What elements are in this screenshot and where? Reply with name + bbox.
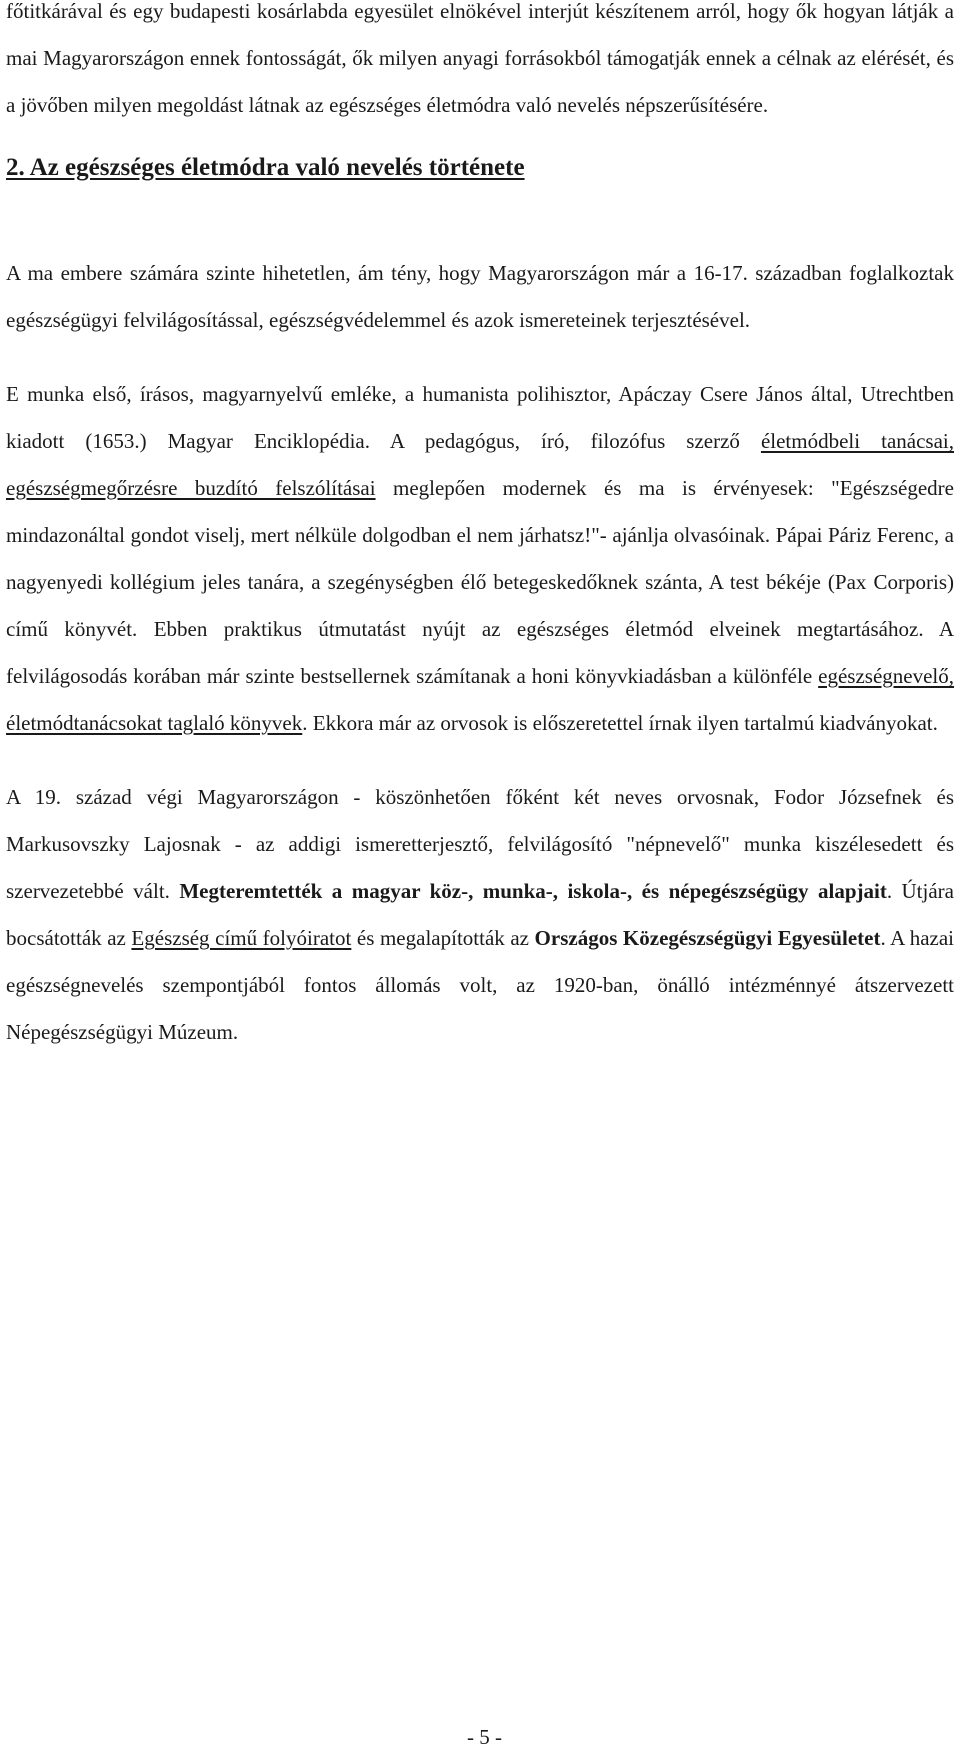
paragraph-apaczai-text-2: meglepően modernek és ma is érvényesek: "Egészségedre mindazonáltal gondot viselj, mert nélküle dolgodban el nem járhatsz!"- ajánlja olvasóinak. Pápai Páriz Ferenc, a nagyenyedi kollégium jeles tanára, a szegénységben élő betegeskedőknek szánta, A test békéje (Pax Corporis) című könyvét. Ebben praktikus útmutatást nyújt az egészséges életmód elveinek megtartásához. A felvilágosodás korában már szinte bestsellernek számítanak a honi könyvkiadásban a különféle xyxy=(6,476,954,688)
paragraph-apaczai-text-3: . Ekkora már az orvosok is előszeretettel írnak ilyen tartalmú kiadványokat. xyxy=(302,711,938,735)
paragraph-apaczai-underline-1: életmódbeli tanácsai, egészségmegőrzésre buzdító felszólításai xyxy=(6,429,954,500)
paragraph-19th-text-1: A 19. század végi Magyarországon - köszönhetően főként két neves orvosnak, Fodor Józsefnek és Markusovszky Lajosnak - az addigi ismeretterjesztő, felvilágosító "népnevelő" munka kiszélesedett és szervezetebbé vált. xyxy=(6,785,954,903)
paragraph-apaczai xyxy=(6,371,954,747)
paragraph-19th-text-2: . Útjára bocsátották az xyxy=(6,879,954,950)
paragraph-19th-bold-1: Megteremtették a magyar köz-, munka-, iskola-, és népegészségügy alapjait xyxy=(179,879,887,903)
intro-paragraph: főtitkárával és egy budapesti kosárlabda egyesület elnökével interjút készítenem arról, hogy ők hogyan látják a mai Magyarországon ennek fontosságát, ők milyen anyagi forrásokból támogatják ennek a célnak az elérését, és a jövőben milyen megoldást látnak az egészséges életmódra való nevelés népszerűsítésére. xyxy=(6,0,954,117)
section-heading: 2. Az egészséges életmódra való nevelés története xyxy=(6,154,525,181)
paragraph-apaczai-text-1: E munka első, írásos, magyarnyelvű emléke, a humanista polihisztor, Apáczay Csere János által, Utrechtben kiadott (1653.) Magyar Enciklopédia. A pedagógus, író, filozófus szerző xyxy=(6,382,954,453)
paragraph-19th-century xyxy=(6,774,954,1056)
paragraph-apaczai-underline-2: egészségnevelő, életmódtanácsokat taglaló könyvek xyxy=(6,664,954,735)
paragraph-19th-bold-2: Országos Közegészségügyi Egyesületet xyxy=(534,926,881,950)
paragraph-history-intro: A ma embere számára szinte hihetetlen, ám tény, hogy Magyarországon már a 16-17. században foglalkoztak egészségügyi felvilágosítással, egészségvédelemmel és azok ismereteinek terjesztésével. xyxy=(6,261,954,332)
page-number-text: - 5 - xyxy=(467,1725,502,1749)
paragraph-19th-text-3: és megalapították az xyxy=(351,926,535,950)
page-number xyxy=(0,1722,960,1752)
document-page xyxy=(6,0,954,1056)
paragraph-19th-underline-1: Egészség című folyóiratot xyxy=(131,926,352,950)
paragraph-19th-text-4: . A hazai egészségnevelés szempontjából fontos állomás volt, az 1920-ban, önálló intézménnyé átszervezett Népegészségügyi Múzeum. xyxy=(6,926,954,1044)
